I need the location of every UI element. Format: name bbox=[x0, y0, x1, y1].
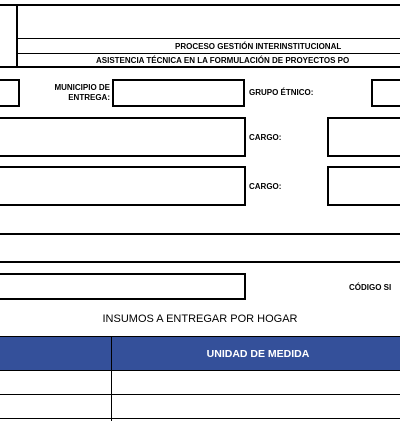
table-cell-row1-col1[interactable] bbox=[0, 371, 111, 394]
name-field-1[interactable] bbox=[0, 117, 246, 157]
table-cell-row1-col2[interactable] bbox=[112, 371, 400, 394]
project-title: ASISTENCIA TÉCNICA EN LA FORMULACIÓN DE PROYECTOS PO bbox=[96, 56, 350, 65]
table-top-border bbox=[0, 336, 400, 337]
section-title: INSUMOS A ENTREGAR POR HOGAR bbox=[102, 313, 298, 325]
table-header-cell-unidad: UNIDAD DE MEDIDA bbox=[112, 337, 400, 370]
table-row-border-2 bbox=[0, 418, 400, 419]
cargo-field-1[interactable] bbox=[327, 117, 400, 157]
header-divider-2 bbox=[18, 53, 400, 54]
grupo-etnico-label: GRUPO ÉTNICO: bbox=[249, 88, 314, 97]
cargo-label-2: CARGO: bbox=[249, 182, 282, 191]
grupo-etnico-field[interactable] bbox=[371, 79, 400, 107]
table-cell-row2-col2[interactable] bbox=[112, 395, 400, 418]
municipio-label-line2: ENTREGA: bbox=[68, 93, 110, 102]
cargo-label-1: CARGO: bbox=[249, 133, 282, 142]
municipio-label-line1: MUNICIPIO DE bbox=[54, 83, 110, 92]
codigo-left-field[interactable] bbox=[0, 273, 246, 300]
cargo-field-2[interactable] bbox=[327, 166, 400, 206]
process-title: PROCESO GESTIÓN INTERINSTITUCIONAL bbox=[175, 42, 342, 51]
municipio-field[interactable] bbox=[112, 79, 245, 107]
table-cell-row2-col1[interactable] bbox=[0, 395, 111, 418]
header-divider-1 bbox=[18, 38, 400, 39]
table-header-cell-1 bbox=[0, 337, 112, 370]
wide-field[interactable] bbox=[0, 233, 400, 263]
name-field-2[interactable] bbox=[0, 166, 246, 206]
municipio-label bbox=[40, 83, 110, 103]
header-left-divider bbox=[16, 4, 18, 68]
codigo-label: CÓDIGO SI bbox=[349, 283, 392, 292]
field-left-row1[interactable] bbox=[0, 79, 20, 107]
